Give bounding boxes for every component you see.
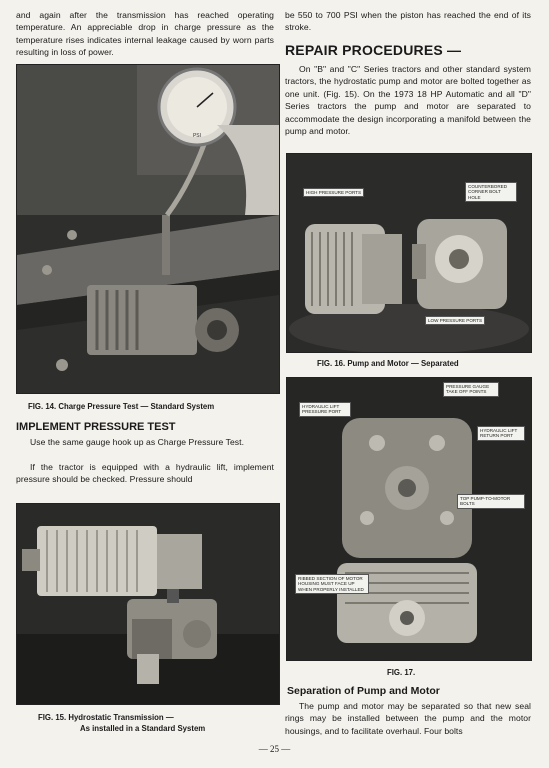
separation-heading: Separation of Pump and Motor xyxy=(287,685,440,697)
fig14-image xyxy=(17,65,279,393)
implement-pressure-heading: IMPLEMENT PRESSURE TEST xyxy=(16,421,176,433)
repair-procedures-heading: REPAIR PROCEDURES — xyxy=(285,42,462,58)
left-intro-text: and again after the transmission has reached operating temperature. An appreciable drop in charge pressure as the temperature rises indicates internal leakage caused by worn parts resulting in loss of power. xyxy=(16,10,274,58)
fig14-photo xyxy=(16,64,280,394)
fig17-caption: FIG. 17. xyxy=(387,668,416,677)
fig17-label-lift-pressure: HYDRAULIC LIFT PRESSURE PORT xyxy=(299,402,351,417)
fig17-label-gauge: PRESSURE GAUGE TAKE OFF POINTS xyxy=(443,382,499,397)
fig15-caption-line1: FIG. 15. Hydrostatic Transmission — xyxy=(38,713,174,722)
fig17-photo xyxy=(286,377,532,661)
fig16-label-low-pressure: LOW PRESSURE PORTS xyxy=(425,316,485,325)
page-number: — 25 — xyxy=(258,744,291,754)
fig16-photo xyxy=(286,153,532,353)
fig14-caption: FIG. 14. Charge Pressure Test — Standard System xyxy=(28,402,215,411)
fig15-image xyxy=(17,504,279,704)
right-intro-text: be 550 to 700 PSI when the piston has reached the end of its stroke. xyxy=(285,10,531,33)
fig15-photo xyxy=(16,503,280,705)
fig16-caption: FIG. 16. Pump and Motor — Separated xyxy=(317,359,459,368)
repair-paragraph: On "B" and "C" Series tractors and other standard system tractors, the hydrostatic pump and motor are bolted together as one unit. (Fig. 15). On the 1973 18 HP Automatic and all "D" Series tractors the pump and motor are separated to accommodate the design incorporating a manifold between the pump and motor. xyxy=(285,64,531,137)
separation-paragraph: The pump and motor may be separated so that new seal rings may be installed between the pump and the motor housings, and to facilitate overhaul. Four bolts xyxy=(285,701,531,736)
fig17-label-ribbed: RIBBED SECTION OF MOTOR HOUSING MUST FACE UP WHEN PROPERLY INSTALLED xyxy=(295,574,369,594)
implement-paragraph-1: Use the same gauge hook up as Charge Pressure Test. xyxy=(30,437,245,447)
fig16-label-counterbored: COUNTERBORED CORNER BOLT HOLE xyxy=(465,182,517,202)
svg-text:PSI: PSI xyxy=(192,133,202,139)
implement-paragraph-2: If the tractor is equipped with a hydraulic lift, implement pressure should be checked. Pressure should xyxy=(16,462,274,485)
fig16-label-high-pressure: HIGH PRESSURE PORTS xyxy=(303,188,364,197)
fig17-label-top-bolts: TOP PUMP-TO-MOTOR BOLTS xyxy=(457,494,525,509)
fig17-label-lift-return: HYDRAULIC LIFT RETURN PORT xyxy=(477,426,525,441)
fig15-caption-line2: As installed in a Standard System xyxy=(80,724,206,733)
fig17-image xyxy=(287,378,531,660)
